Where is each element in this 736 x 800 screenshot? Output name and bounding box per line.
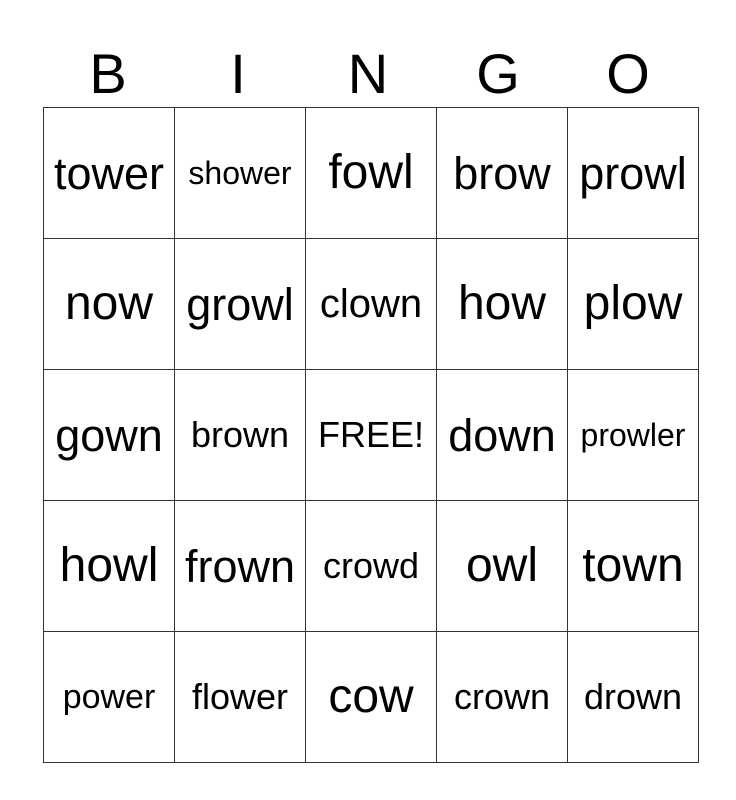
board-row [44, 501, 699, 632]
bingo-cell[interactable]: gown [44, 370, 175, 501]
bingo-cell[interactable]: cow [306, 632, 437, 763]
bingo-cell[interactable]: frown [175, 501, 306, 632]
bingo-cell[interactable]: flower [175, 632, 306, 763]
bingo-cell[interactable]: prowler [568, 370, 699, 501]
bingo-cell[interactable]: brow [437, 108, 568, 239]
bingo-cell[interactable]: brown [175, 370, 306, 501]
bingo-cell[interactable]: clown [306, 239, 437, 370]
header-letter-i: I [230, 42, 246, 105]
bingo-cell[interactable]: power [44, 632, 175, 763]
bingo-cell[interactable]: town [568, 501, 699, 632]
bingo-cell[interactable]: plow [568, 239, 699, 370]
bingo-cell[interactable]: how [437, 239, 568, 370]
board-row [44, 632, 699, 763]
bingo-header [43, 40, 693, 108]
bingo-cell[interactable]: fowl [306, 108, 437, 239]
board-row [44, 370, 699, 501]
header-letter-o: O [606, 42, 650, 105]
board-row [44, 108, 699, 239]
bingo-cell[interactable]: growl [175, 239, 306, 370]
bingo-board [43, 107, 699, 763]
header-letter-b: B [89, 42, 127, 105]
bingo-cell[interactable]: down [437, 370, 568, 501]
bingo-cell[interactable]: drown [568, 632, 699, 763]
bingo-cell[interactable]: crown [437, 632, 568, 763]
board-row [44, 239, 699, 370]
bingo-cell[interactable]: howl [44, 501, 175, 632]
bingo-cell[interactable]: owl [437, 501, 568, 632]
free-space-cell[interactable]: FREE! [306, 370, 437, 501]
header-letter-g: G [476, 42, 520, 105]
bingo-cell[interactable]: tower [44, 108, 175, 239]
bingo-cell[interactable]: prowl [568, 108, 699, 239]
bingo-cell[interactable]: shower [175, 108, 306, 239]
bingo-cell[interactable]: crowd [306, 501, 437, 632]
header-letter-n: N [347, 42, 389, 105]
bingo-cell[interactable]: now [44, 239, 175, 370]
